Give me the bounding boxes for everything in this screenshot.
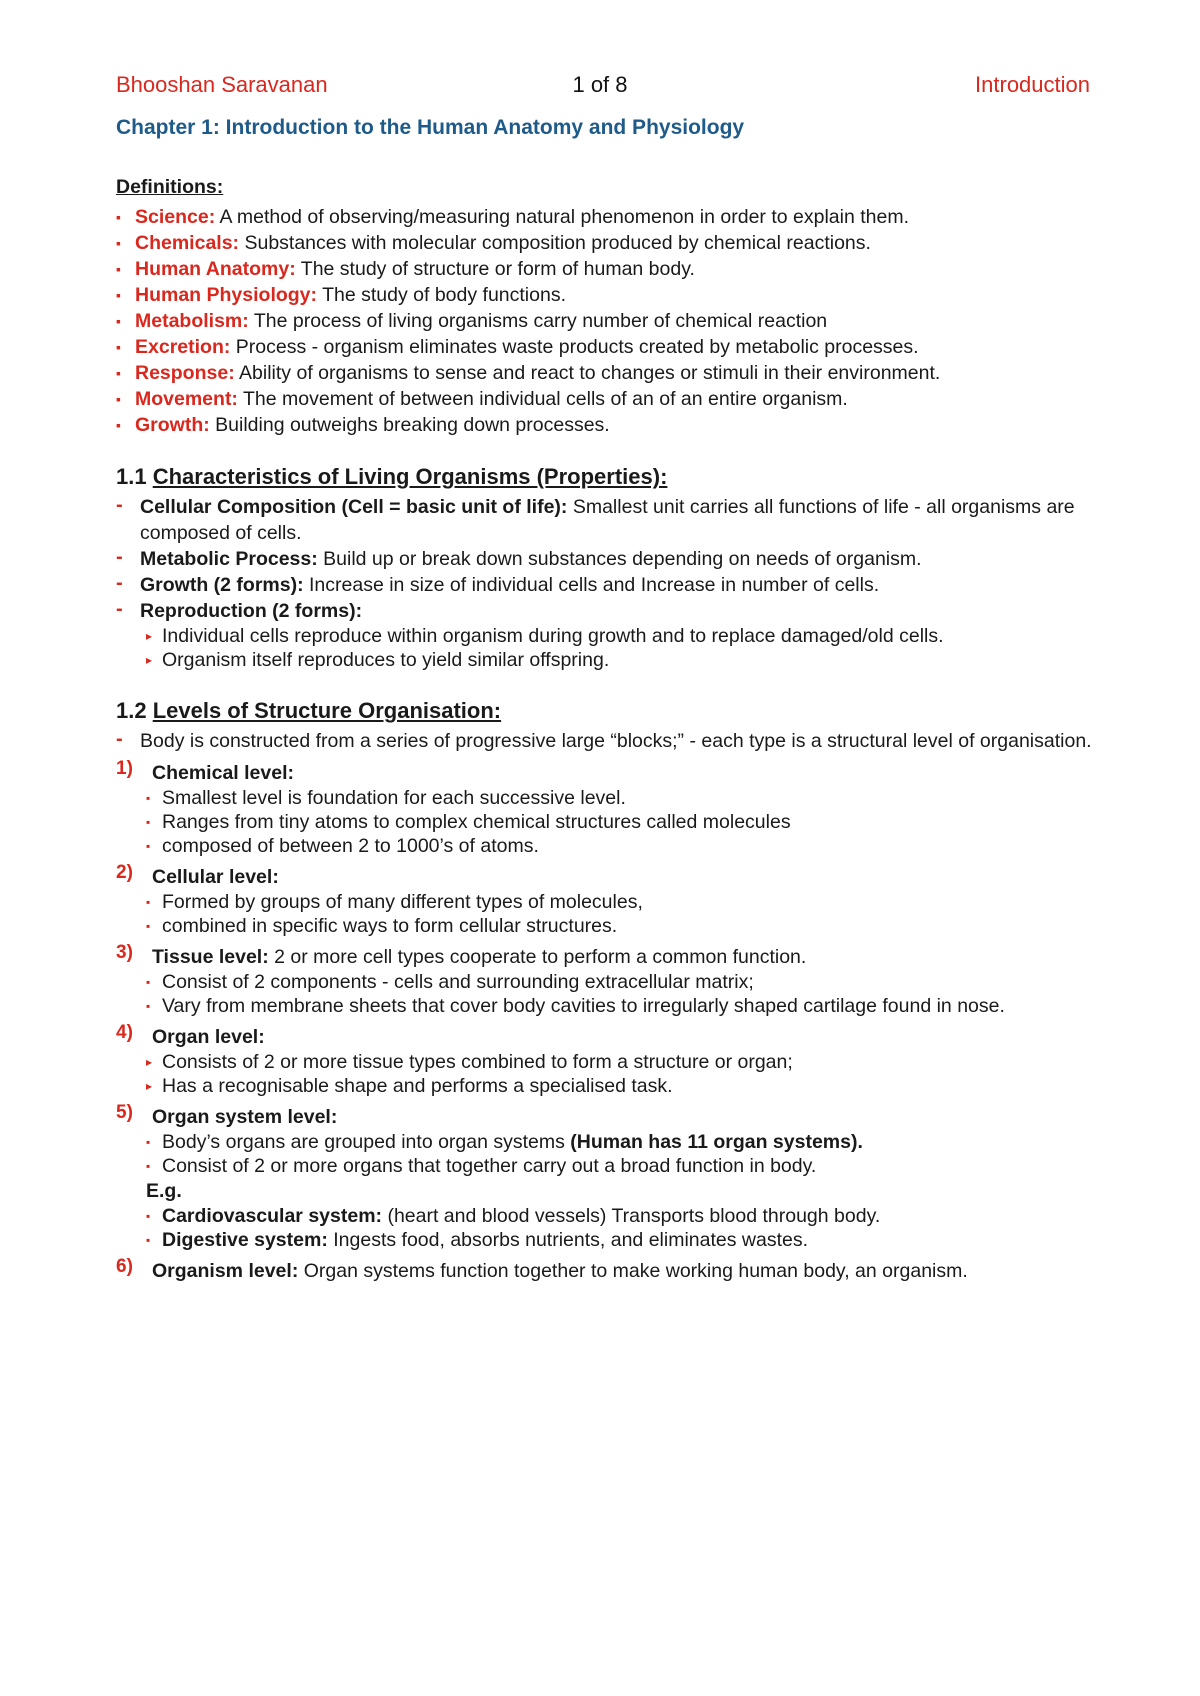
chapter-title: Chapter 1: Introduction to the Human Anatomy and Physiology (116, 116, 745, 139)
definition-item: ▪ Metabolism: The process of living organisms carry number of chemical reaction (116, 310, 828, 332)
level-item: 6) Organism level: Organ systems function together to make working human body, an organism. (116, 1256, 968, 1282)
header-page-number: 1 of 8 (572, 72, 628, 97)
level-item: 5) Organ system level: (116, 1102, 338, 1128)
sub-bullet: ▪ Smallest level is foundation for each successive level. (146, 787, 626, 809)
characteristic-item: - Metabolic Process: Build up or break down substances depending on needs of organism. (116, 546, 922, 570)
definition-item: ▪ Growth: Building outweighs breaking down processes. (116, 414, 610, 436)
sub-bullet: ▪ Digestive system: Ingests food, absorbs nutrients, and eliminates wastes. (146, 1229, 809, 1251)
sub-bullet: ▪ combined in specific ways to form cellular structures. (146, 915, 618, 937)
definition-item: ▪ Science: A method of observing/measuring natural phenomenon in order to explain them. (116, 206, 909, 228)
content (116, 174, 1106, 1284)
definition-item: ▪ Movement: The movement of between individual cells of an of an entire organism. (116, 388, 848, 410)
sub-bullet: ▪ composed of between 2 to 1000’s of atoms. (146, 835, 539, 857)
definition-item: ▪ Human Anatomy: The study of structure or form of human body. (116, 258, 695, 280)
levels-intro: - Body is constructed from a series of progressive large “blocks;” - each type is a structural level of organisation. (116, 728, 1092, 752)
definitions-list (116, 204, 1106, 438)
section-heading-1-1: 1.1 Characteristics of Living Organisms (Properties): (116, 464, 668, 489)
sub-bullet: ▪ Consist of 2 components - cells and surrounding extracellular matrix; (146, 971, 754, 993)
definition-item: ▪ Excretion: Process - organism eliminates waste products created by metabolic processes. (116, 336, 919, 358)
sub-bullet: ▸ Organism itself reproduces to yield similar offspring. (146, 649, 610, 671)
section-heading-1-2: 1.2 Levels of Structure Organisation: (116, 698, 502, 723)
level-item: 3) Tissue level: 2 or more cell types cooperate to perform a common function. (116, 942, 807, 968)
header-section: Introduction (975, 72, 1090, 97)
characteristic-item: - Reproduction (2 forms): (116, 598, 363, 622)
sub-bullet: ▪ Vary from membrane sheets that cover body cavities to irregularly shaped cartilage found in nose. (146, 995, 1005, 1017)
sub-bullet: ▪ Consist of 2 or more organs that together carry out a broad function in body. (146, 1155, 817, 1177)
header-author: Bhooshan Saravanan (116, 72, 328, 97)
sub-bullet: ▸ Has a recognisable shape and performs a specialised task. (146, 1075, 673, 1097)
level-item: 4) Organ level: (116, 1022, 265, 1048)
level-item: 2) Cellular level: (116, 862, 279, 888)
definition-item: ▪ Response: Ability of organisms to sense and react to changes or stimuli in their environment. (116, 362, 941, 384)
definitions-heading: Definitions: (116, 176, 224, 198)
characteristic-item: - Growth (2 forms): Increase in size of individual cells and Increase in number of cells. (116, 572, 880, 596)
sub-bullet: ▪ Formed by groups of many different types of molecules, (146, 891, 643, 913)
sub-bullet: ▪ Body’s organs are grouped into organ systems (Human has 11 organ systems). (146, 1131, 863, 1153)
definition-item: ▪ Chemicals: Substances with molecular composition produced by chemical reactions. (116, 232, 871, 254)
sub-bullet: ▸ Individual cells reproduce within organism during growth and to replace damaged/old cells. (146, 625, 944, 647)
definition-item: ▪ Human Physiology: The study of body functions. (116, 284, 566, 306)
sub-bullet: ▪ Ranges from tiny atoms to complex chemical structures called molecules (146, 811, 791, 833)
level-item: 1) Chemical level: (116, 758, 294, 784)
example-label: E.g. (146, 1180, 182, 1202)
sub-bullet: ▪ Cardiovascular system: (heart and blood vessels) Transports blood through body. (146, 1205, 881, 1227)
sub-bullet: ▸ Consists of 2 or more tissue types combined to form a structure or organ; (146, 1051, 793, 1073)
characteristic-item: - Cellular Composition (Cell = basic unit of life): Smallest unit carries all functions of life - all organisms are composed of cells. (116, 494, 1075, 544)
